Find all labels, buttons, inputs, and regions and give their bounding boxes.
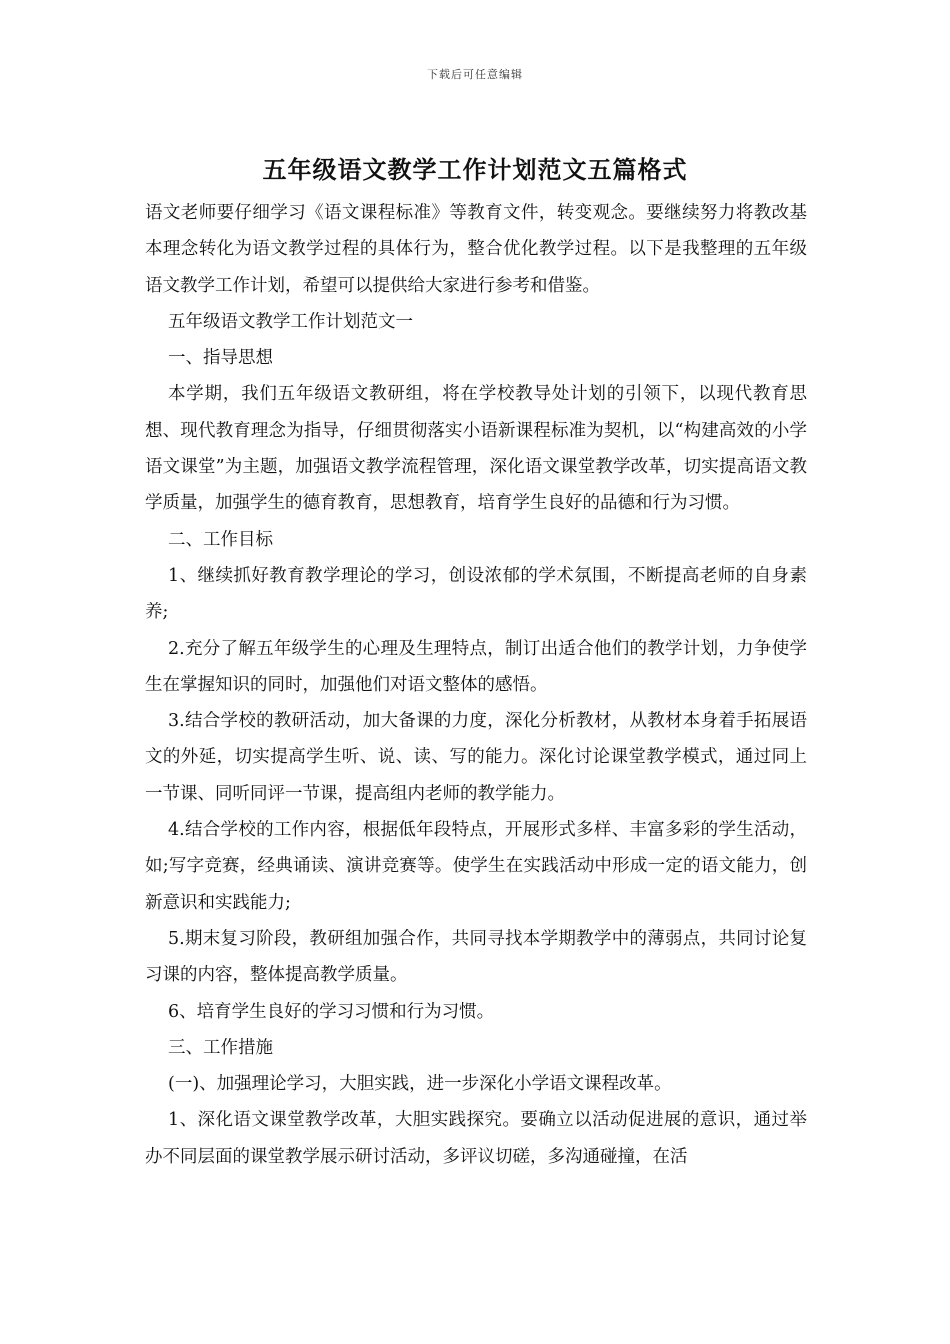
section-heading-plan-one: 五年级语文教学工作计划范文一 (168, 311, 413, 332)
intro-paragraph: 语文老师要仔细学习《语文课程标准》等教育文件，转变观念。要继续努力将教改基本理念转化为语文教学过程的具体行为，整合优化教学过程。以下是我整理的五年级语文教学工作计划，希望可以提供给大家进行参考和借鉴。 (145, 203, 807, 296)
measure-subheading-1: (一)、加强理论学习，大胆实践，进一步深化小学语文课程改革。 (168, 1074, 672, 1095)
goal-item-4: 4.结合学校的工作内容，根据低年段特点，开展形式多样、丰富多彩的学生活动，如;写字竞赛，经典诵读、演讲竞赛等。使学生在实践活动中形成一定的语文能力，创新意识和实践能力; (145, 820, 807, 913)
goal-item-1: 1、继续抓好教育教学理论的学习，创设浓郁的学术氛围，不断提高老师的自身素养; (145, 565, 807, 623)
measure-item-1: 1、深化语文课堂教学改革，大胆实践探究。要确立以活动促进展的意识，通过举办不同层面的课堂教学展示研讨活动，多评议切磋，多沟通碰撞，在活 (145, 1110, 807, 1167)
document-body (145, 195, 807, 1175)
body-paragraph: 本学期，我们五年级语文教研组，将在学校教导处计划的引领下，以现代教育思想、现代教育理念为指导，仔细贯彻落实小语新课程标准为契机，以“构建高效的小学语文课堂”为主题，加强语文教学流程管理，深化语文课堂教学改革，切实提高语文教学质量，加强学生的德育教育，思想教育，培育学生良好的品德和行为习惯。 (145, 384, 807, 514)
section-heading-work-measures: 三、工作措施 (168, 1037, 273, 1058)
section-heading-work-goals: 二、工作目标 (168, 529, 273, 550)
page-header-note: 下载后可任意编辑 (427, 68, 523, 81)
document-title: 五年级语文教学工作计划范文五篇格式 (262, 156, 688, 184)
goal-item-6: 6、培育学生良好的学习习惯和行为习惯。 (168, 1001, 495, 1022)
goal-item-2: 2.充分了解五年级学生的心理及生理特点，制订出适合他们的教学计划，力争使学生在掌握知识的同时，加强他们对语文整体的感悟。 (145, 638, 807, 695)
goal-item-5: 5.期末复习阶段，教研组加强合作，共同寻找本学期教学中的薄弱点，共同讨论复习课的内容，整体提高教学质量。 (145, 928, 807, 986)
goal-item-3: 3.结合学校的教研活动，加大备课的力度，深化分析教材，从教材本身着手拓展语文的外延，切实提高学生听、说、读、写的能力。深化讨论课堂教学模式，通过同上一节课、同听同评一节课，提高组内老师的教学能力。 (145, 711, 807, 804)
section-heading-guiding-thought: 一、指导思想 (168, 348, 273, 369)
